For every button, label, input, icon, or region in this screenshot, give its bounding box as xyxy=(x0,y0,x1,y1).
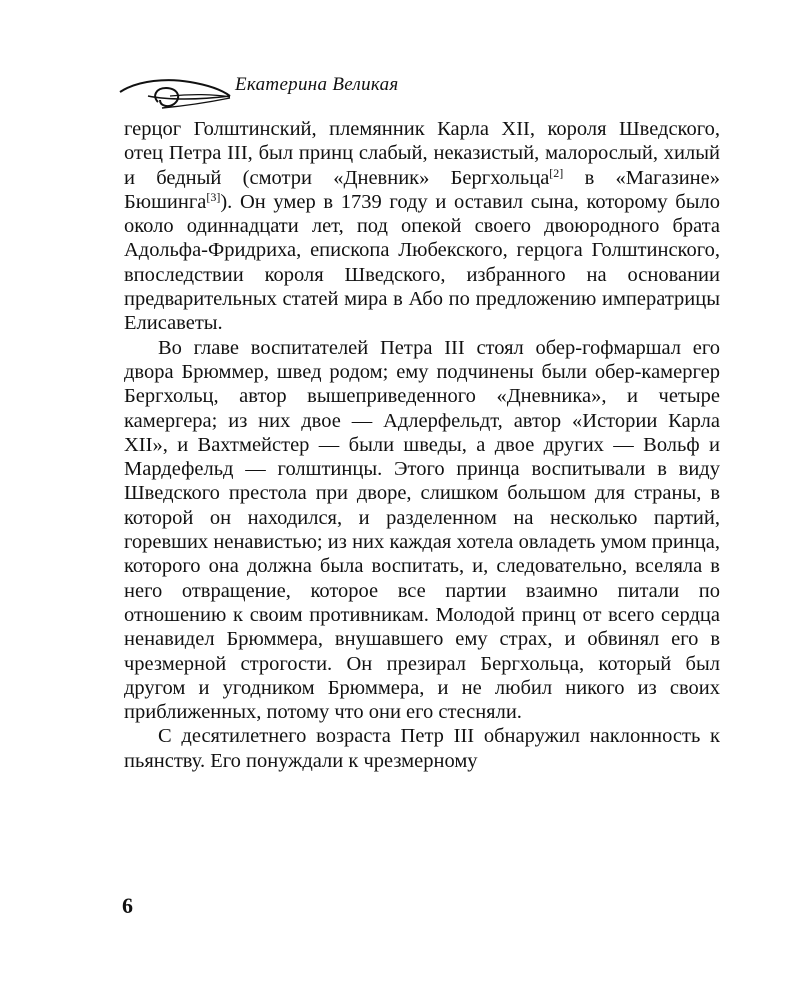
running-title: Екатерина Великая xyxy=(235,74,399,95)
running-header xyxy=(118,66,698,116)
paragraph: Во главе воспитателей Петра III стоял обер-гофмаршал его двора Брюммер, швед родом; ему подчинены были обер-камергер Бергхольц, автор вышеприведенного «Дневника», и четыре камергера; из них двое — Адлерфельдт, автор «Истории Карла XII», и Вахтмейстер — были шведы, а двое других — Вольф и Мардефельд — голштинцы. Этого принца воспитывали в виду Шведского престола при дворе, слишком большом для страны, в которой он находился, и разделенном на несколько партий, горевших ненавистью; из них каждая хотела овладеть умом принца, которого она должна была воспитать, и, следовательно, вселяла в него отвращение, которое все партии взаимно питали по отношению к своим противникам. Молодой принц от всего сердца ненавидел Брюммера, внушавшего ему страх, и обвинял его в чрезмерной строгости. Он презирал Бергхольца, который был другом и угодником Брюммера, и не любил никого из своих приближенных, потому что они его стесняли. xyxy=(124,336,720,724)
paragraph-text: в «Магазине» Бюшинга xyxy=(124,166,721,213)
page-number: 6 xyxy=(122,893,133,918)
body-text xyxy=(124,117,720,773)
swash-ornament-icon xyxy=(118,66,233,116)
footnote-ref[interactable]: [3] xyxy=(206,189,221,204)
paragraph: С десятилетнего возраста Петр III обнаружил наклонность к пьянству. Его понуждали к чрезмерному xyxy=(124,725,720,772)
paragraph-text: герцог Голштинский, племянник Карла XII, короля Шведского, отец Петра III, был принц слабый, неказистый, малорослый, хилый и бедный (смотри «Дневник» Бергхольца xyxy=(124,118,720,189)
footnote-ref[interactable]: [2] xyxy=(549,165,564,180)
paragraph xyxy=(124,117,720,336)
paragraph-text: ). Он умер в 1739 году и оставил сына, которому было около одиннадцати лет, под опекой своего двоюродного брата Адольфа-Фридриха, епископа Любекского, герцога Голштинского, впоследствии короля Шведского, избранного на основании предварительных статей мира в Або по предложению императрицы Елисаветы. xyxy=(124,190,720,335)
